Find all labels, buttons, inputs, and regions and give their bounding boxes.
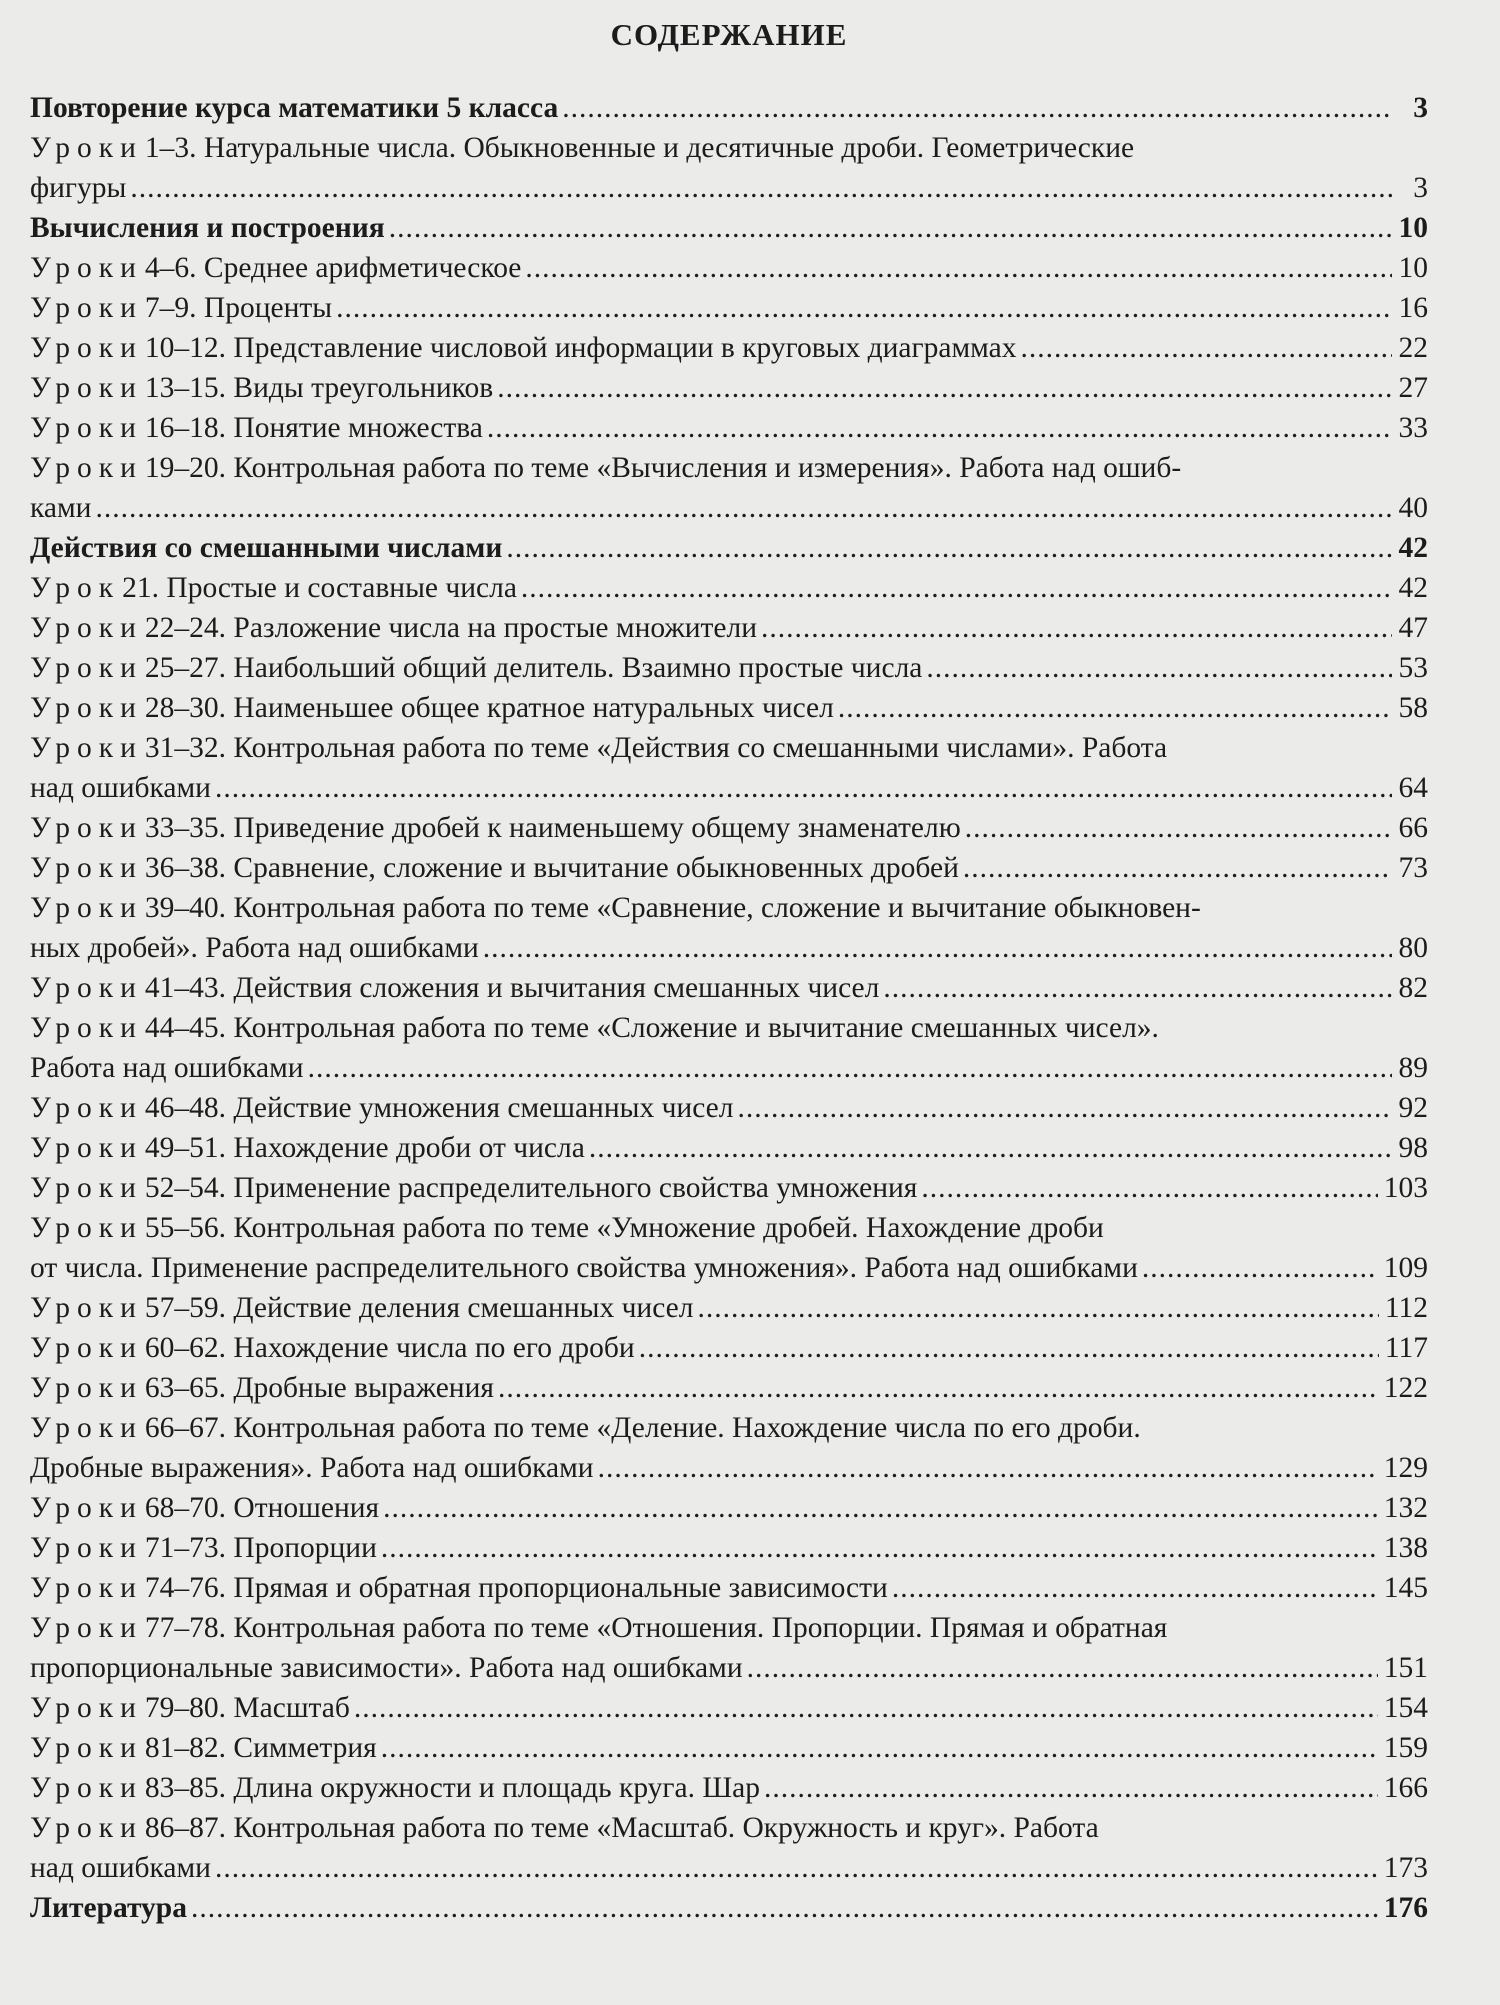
dot-leader [883,968,1392,1008]
entry-title [30,1728,377,1768]
toc-entry [30,1008,1428,1088]
toc-line [30,568,1428,608]
toc-line [30,1688,1428,1728]
entry-text: 63–65. Дробные выражения [144,1372,494,1404]
dot-leader [336,288,1392,328]
entry-title [30,488,91,528]
toc-entry [30,1208,1428,1288]
dot-leader [381,1728,1378,1768]
lesson-prefix: Уроки [30,1012,143,1044]
entry-title [30,1168,917,1208]
page-number: 151 [1383,1652,1428,1684]
dot-leader [215,1848,1378,1888]
toc-entry [30,1608,1428,1688]
entry-text: 55–56. Контрольная работа по теме «Умножение дробей. Нахождение дроби [144,1212,1104,1244]
dot-leader [483,928,1392,968]
entry-text: ных дробей». Работа над ошибками [30,932,479,964]
entry-title [30,328,1016,368]
entry-title [30,368,493,408]
lesson-prefix: Уроки [30,292,143,324]
entry-title [30,1688,350,1728]
toc-entry [30,448,1428,528]
page-number: 22 [1398,332,1428,364]
toc-entry [30,1728,1428,1768]
entry-text: над ошибками [30,1852,211,1884]
entry-title [30,608,757,648]
lesson-prefix: Уроки [30,1772,143,1804]
toc-line [30,608,1428,648]
page-number: 132 [1383,1492,1428,1524]
entry-title [30,1888,187,1928]
page-number: 47 [1398,612,1428,644]
entry-text: 16–18. Понятие множества [144,412,483,444]
entry-title [30,1368,494,1408]
lesson-prefix: Уроки [30,852,143,884]
page-number: 98 [1398,1132,1428,1164]
entry-title [30,1408,1141,1448]
page-number: 3 [1413,172,1428,204]
entry-text: 52–54. Применение распределительного свойства умножения [144,1172,918,1204]
toc-line [30,1608,1428,1648]
entry-title [30,1248,1138,1288]
entry-title [30,768,211,808]
lesson-prefix: Уроки [30,612,143,644]
page-number: 64 [1398,772,1428,804]
toc-line [30,1168,1428,1208]
dot-leader [589,1128,1392,1168]
lesson-prefix: Уроки [30,1172,143,1204]
lesson-prefix: Уроки [30,332,143,364]
page-number: 145 [1383,1572,1428,1604]
toc-entry [30,328,1428,368]
toc-line [30,648,1428,688]
page-number: 42 [1398,572,1428,604]
entry-title [30,408,483,448]
dot-leader [191,1888,1378,1928]
entry-text: 21. Простые и составные числа [122,572,517,604]
entry-title [30,688,834,728]
toc-line [30,1808,1428,1848]
toc-line [30,1488,1428,1528]
page-number: 109 [1383,1252,1428,1284]
lesson-prefix: Уроки [30,1692,143,1724]
entry-text: 66–67. Контрольная работа по теме «Деление. Нахождение числа по его дроби. [144,1412,1141,1444]
entry-text: 31–32. Контрольная работа по теме «Действия со смешанными числами». Работа [144,732,1168,764]
entry-text: 46–48. Действие умножения смешанных чисел [144,1092,734,1124]
lesson-prefix: Уроки [30,1612,143,1644]
toc-entry [30,368,1428,408]
entry-title [30,848,959,888]
lesson-prefix: Уроки [30,1212,143,1244]
lesson-prefix: Уроки [30,1332,143,1364]
entry-text: над ошибками [30,772,211,804]
entry-text: Дробные выражения». Работа над ошибками [30,1452,594,1484]
lesson-prefix: Уроки [30,1292,143,1324]
toc-line [30,928,1428,968]
toc-line [30,1368,1428,1408]
entry-text: 36–38. Сравнение, сложение и вычитание обыкновенных дробей [144,852,959,884]
entry-title [30,1008,1159,1048]
toc-line [30,1128,1428,1168]
toc-entry [30,1568,1428,1608]
toc-line [30,1888,1428,1928]
toc-entry [30,808,1428,848]
entry-text: 10–12. Представление числовой информации в круговых диаграммах [144,332,1017,364]
toc-line [30,448,1428,488]
page-number: 154 [1383,1692,1428,1724]
toc-line [30,968,1428,1008]
page-number: 166 [1383,1772,1428,1804]
page-number: 173 [1383,1852,1428,1884]
lesson-prefix: Уроки [30,892,143,924]
lesson-prefix: Уроки [30,732,143,764]
toc-line [30,328,1428,368]
toc-line [30,1208,1428,1248]
lesson-prefix: Уроки [30,692,143,724]
entry-title [30,128,1134,168]
toc-line [30,1768,1428,1808]
dot-leader [921,1168,1377,1208]
entry-title [30,448,1181,488]
entry-text: 83–85. Длина окружности и площадь круга. Шар [144,1772,760,1804]
toc-line [30,528,1428,568]
page-number: 80 [1398,932,1428,964]
entry-text: 60–62. Нахождение числа по его дроби [144,1332,635,1364]
dot-leader [965,808,1392,848]
page-number: 82 [1398,972,1428,1004]
entry-text: 79–80. Масштаб [144,1692,350,1724]
dot-leader [761,608,1392,648]
dot-leader [381,1528,1378,1568]
dot-leader [487,408,1392,448]
toc-entry [30,1128,1428,1168]
page-number: 129 [1383,1452,1428,1484]
dot-leader [926,648,1392,688]
entry-text: Работа над ошибками [30,1052,304,1084]
dot-leader [838,688,1392,728]
entry-text: 77–78. Контрольная работа по теме «Отношения. Пропорции. Прямая и обратная [144,1612,1168,1644]
toc-entry [30,648,1428,688]
toc-line [30,1648,1428,1688]
entry-title [30,1128,585,1168]
toc-entry [30,728,1428,808]
page-number: 53 [1398,652,1428,684]
entry-title [30,1048,304,1088]
toc-entry [30,608,1428,648]
entry-text: 22–24. Разложение числа на простые множители [144,612,758,644]
toc-section [30,528,1428,568]
dot-leader [389,208,1392,248]
entry-title [30,808,961,848]
toc-line [30,728,1428,768]
toc-entry [30,1488,1428,1528]
toc-entry [30,1288,1428,1328]
entry-title [30,1528,377,1568]
entry-text: 44–45. Контрольная работа по теме «Сложение и вычитание смешанных чисел». [144,1012,1159,1044]
page-number: 16 [1398,292,1428,324]
lesson-prefix: Уроки [30,252,143,284]
entry-text: 71–73. Пропорции [144,1532,377,1564]
toc-line [30,408,1428,448]
toc-section [30,208,1428,248]
entry-text: 68–70. Отношения [144,1492,380,1524]
toc-entry [30,1368,1428,1408]
toc-entry [30,968,1428,1008]
page-number: 138 [1383,1532,1428,1564]
dot-leader [764,1768,1378,1808]
toc-entry [30,1168,1428,1208]
dot-leader [130,168,1392,208]
toc-entry [30,248,1428,288]
toc-line [30,88,1428,128]
lesson-prefix: Уроки [30,972,143,1004]
page-number: 176 [1383,1892,1428,1924]
entry-title [30,648,922,688]
toc-line [30,848,1428,888]
entry-title [30,1648,743,1688]
page-number: 73 [1398,852,1428,884]
entry-text: 74–76. Прямая и обратная пропорциональные зависимости [144,1572,888,1604]
toc-line [30,1288,1428,1328]
toc-line [30,1408,1428,1448]
page-number: 3 [1413,92,1428,124]
toc-line [30,168,1428,208]
toc-entry [30,408,1428,448]
lesson-prefix: Уроки [30,1732,143,1764]
entry-title [30,288,332,328]
toc-line [30,768,1428,808]
toc-entry [30,1088,1428,1128]
page-number: 89 [1398,1052,1428,1084]
entry-text: 86–87. Контрольная работа по теме «Масштаб. Окружность и круг». Работа [144,1812,1099,1844]
toc-line [30,248,1428,288]
entry-text: пропорциональные зависимости». Работа над ошибками [30,1652,743,1684]
page-number: 103 [1383,1172,1428,1204]
toc-line [30,688,1428,728]
page-number: 42 [1398,532,1428,564]
lesson-prefix: Уроки [30,652,143,684]
lesson-prefix: Уроки [30,1492,143,1524]
dot-leader [215,768,1392,808]
page-title: СОДЕРЖАНИЕ [610,17,848,52]
toc-entry [30,1528,1428,1568]
entry-text: 41–43. Действия сложения и вычитания смешанных чисел [144,972,880,1004]
entry-title [30,1488,379,1528]
entry-text: 25–27. Наибольший общий делитель. Взаимно простые числа [144,652,923,684]
toc-line [30,1528,1428,1568]
dot-leader [354,1688,1378,1728]
toc-entry [30,1688,1428,1728]
entry-title [30,1768,760,1808]
dot-leader [598,1448,1378,1488]
lesson-prefix: Уроки [30,1812,143,1844]
toc-line [30,1248,1428,1288]
page-number: 27 [1398,372,1428,404]
entry-title [30,1568,888,1608]
dot-leader [383,1488,1378,1528]
page-number: 66 [1398,812,1428,844]
lesson-prefix: Уроки [30,372,143,404]
entry-title [30,1208,1104,1248]
page-number: 117 [1384,1332,1428,1364]
dot-leader [525,248,1392,288]
toc-entry [30,128,1428,208]
entry-title [30,1848,211,1888]
entry-title [30,728,1167,768]
page-number: 10 [1398,212,1428,244]
toc-line [30,1728,1428,1768]
entry-text: 49–51. Нахождение дроби от числа [144,1132,585,1164]
dot-leader [963,848,1392,888]
dot-leader [308,1048,1392,1088]
entry-title [30,168,126,208]
entry-text: фигуры [30,172,127,204]
dot-leader [95,488,1392,528]
page-number: 33 [1398,412,1428,444]
dot-leader [562,88,1392,128]
entry-text: 33–35. Приведение дробей к наименьшему общему знаменателю [144,812,961,844]
toc-line [30,1448,1428,1488]
toc-entry [30,1808,1428,1888]
entry-text: 57–59. Действие деления смешанных чисел [144,1292,694,1324]
lesson-prefix: Уроки [30,1572,143,1604]
lesson-prefix: Урок [30,572,121,604]
table-of-contents [30,88,1428,1928]
lesson-prefix: Уроки [30,452,143,484]
toc-section [30,88,1428,128]
entry-title [30,528,502,568]
entry-title [30,968,879,1008]
dot-leader [498,1368,1378,1408]
lesson-prefix: Уроки [30,412,143,444]
entry-text: 7–9. Проценты [144,292,333,324]
toc-entry [30,1768,1428,1808]
toc-line [30,288,1428,328]
dot-leader [1020,328,1392,368]
toc-line [30,1848,1428,1888]
entry-text: 4–6. Среднее арифметическое [144,252,522,284]
toc-line [30,1088,1428,1128]
lesson-prefix: Уроки [30,1092,143,1124]
toc-section [30,1888,1428,1928]
toc-line [30,808,1428,848]
dot-leader [506,528,1392,568]
entry-text: Повторение курса математики 5 класса [30,92,559,124]
entry-title [30,208,385,248]
entry-title [30,248,521,288]
page-number: 58 [1398,692,1428,724]
toc-entry [30,1328,1428,1368]
lesson-prefix: Уроки [30,812,143,844]
page-number: 92 [1398,1092,1428,1124]
entry-title [30,1288,693,1328]
dot-leader [639,1328,1379,1368]
entry-title [30,1608,1167,1648]
toc-line [30,488,1428,528]
lesson-prefix: Уроки [30,1372,143,1404]
entry-text: Литература [30,1892,187,1924]
lesson-prefix: Уроки [30,132,143,164]
entry-text: 28–30. Наименьшее общее кратное натуральных чисел [144,692,834,724]
page-number: 159 [1383,1732,1428,1764]
toc-entry [30,848,1428,888]
toc-line [30,208,1428,248]
entry-text: Действия со смешанными числами [30,532,503,564]
dot-leader [1142,1248,1378,1288]
toc-line [30,888,1428,928]
toc-line [30,368,1428,408]
entry-title [30,888,1201,928]
entry-text: ками [30,492,92,524]
entry-title [30,568,517,608]
dot-leader [747,1648,1378,1688]
toc-entry [30,688,1428,728]
toc-entry [30,1408,1428,1488]
toc-line [30,1008,1428,1048]
dot-leader [521,568,1392,608]
entry-title [30,1088,733,1128]
entry-text: 13–15. Виды треугольников [144,372,494,404]
entry-text: от числа. Применение распределительного свойства умножения». Работа над ошибками [30,1252,1138,1284]
entry-text: 81–82. Симметрия [144,1732,377,1764]
toc-line [30,1048,1428,1088]
page-number: 10 [1398,252,1428,284]
page-number: 40 [1398,492,1428,524]
dot-leader [697,1288,1378,1328]
dot-leader [737,1088,1392,1128]
lesson-prefix: Уроки [30,1412,143,1444]
toc-entry [30,888,1428,968]
entry-text: 19–20. Контрольная работа по теме «Вычисления и измерения». Работа над ошиб- [144,452,1182,484]
entry-text: 39–40. Контрольная работа по теме «Сравнение, сложение и вычитание обыкновен- [144,892,1201,924]
toc-entry [30,568,1428,608]
dot-leader [497,368,1392,408]
entry-title [30,1448,594,1488]
entry-title [30,1808,1099,1848]
entry-text: Вычисления и построения [30,212,385,244]
entry-title [30,88,558,128]
page-number: 122 [1383,1372,1428,1404]
page-number: 112 [1384,1292,1428,1324]
entry-title [30,1328,635,1368]
toc-line [30,1328,1428,1368]
toc-entry [30,288,1428,328]
toc-line [30,128,1428,168]
dot-leader [892,1568,1378,1608]
lesson-prefix: Уроки [30,1132,143,1164]
toc-line [30,1568,1428,1608]
entry-title [30,928,479,968]
entry-text: 1–3. Натуральные числа. Обыкновенные и десятичные дроби. Геометрические [144,132,1135,164]
lesson-prefix: Уроки [30,1532,143,1564]
